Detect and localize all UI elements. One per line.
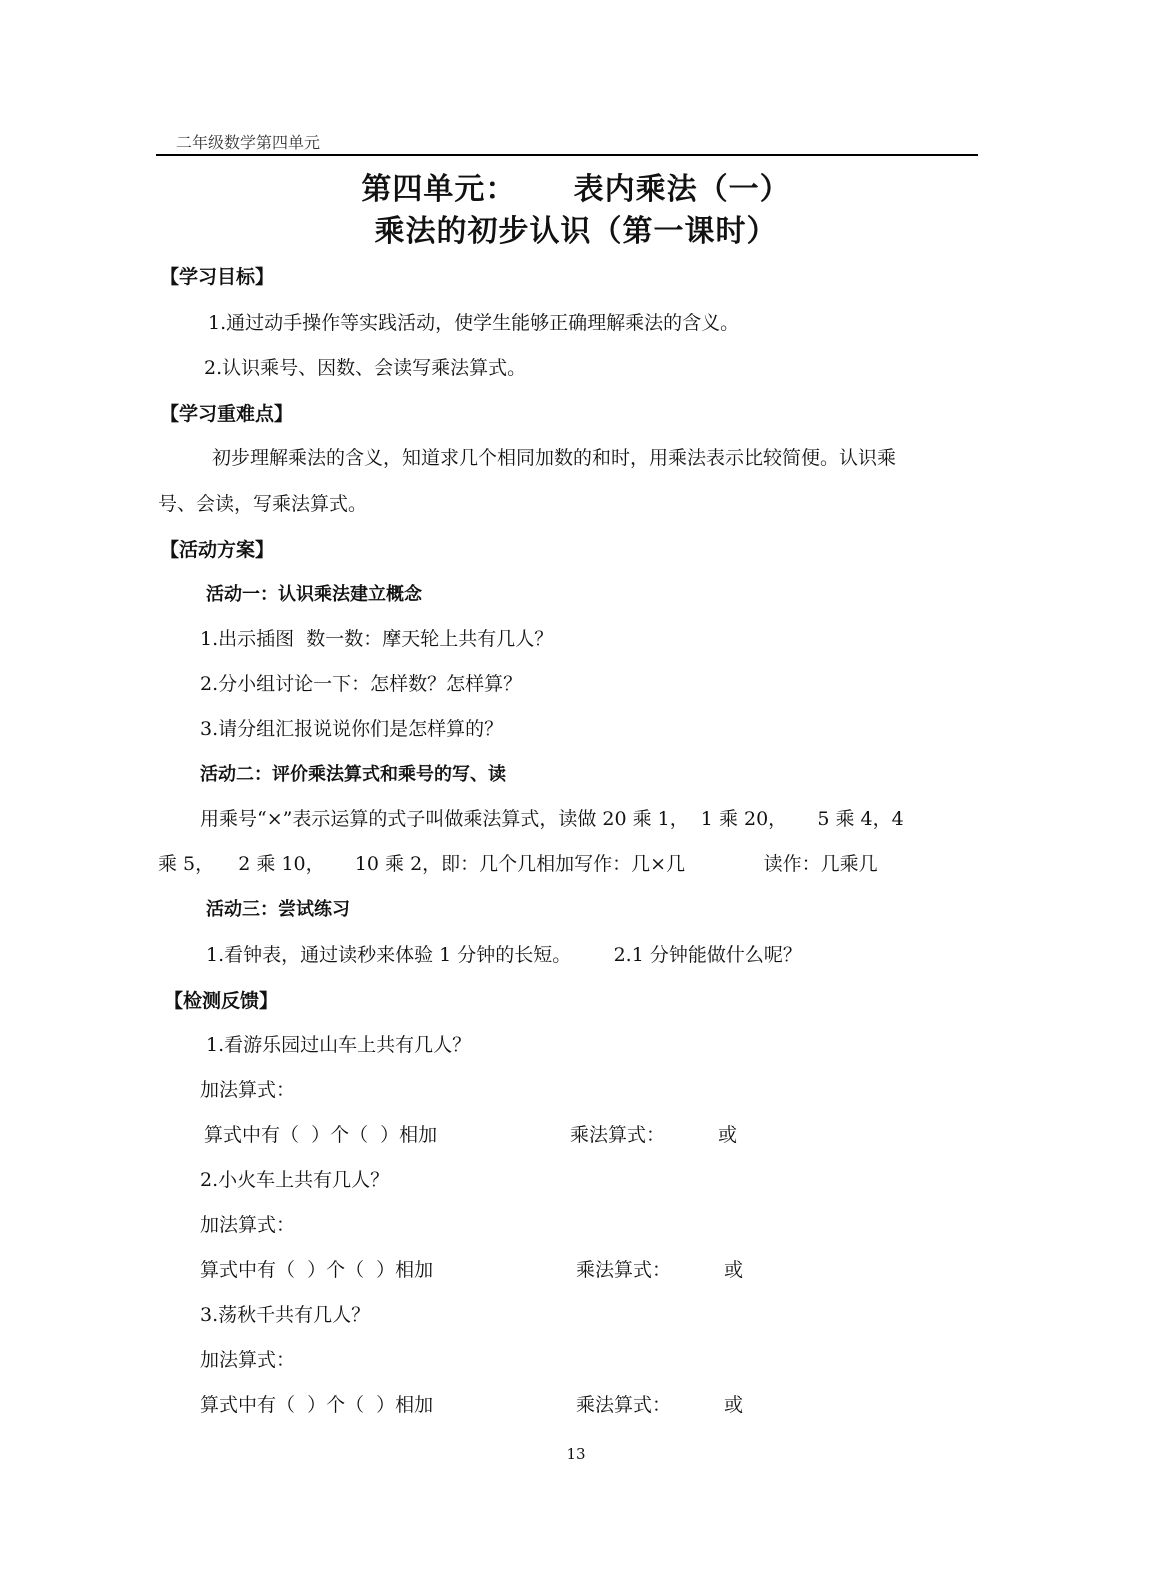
activity-2-line-2: 乘 5， 2 乘 10， 10 乘 2，即：几个几相加写作：几×几 读作：几乘几 [158,853,878,875]
page-number: 13 [566,1445,586,1463]
goal-item-2: 2.认识乘号、因数、会读写乘法算式。 [204,357,527,379]
feedback-q1-add: 加法算式： [200,1079,296,1101]
activities-heading: 【活动方案】 [160,539,275,561]
activity-2-line-1: 用乘号“×”表示运算的式子叫做乘法算式，读做 20 乘 1， 1 乘 20， 5 乘 4，4 [200,808,904,830]
lesson-title: 乘法的初步认识（第一课时） [374,214,778,249]
feedback-q3-or: 或 [724,1394,744,1416]
activity-1-item-2: 2.分小组讨论一下：怎样数？怎样算？ [200,673,523,695]
activity-3-title: 活动三：尝试练习 [206,899,350,920]
feedback-q3-mult: 乘法算式： [576,1394,672,1416]
feedback-q3-fill: 算式中有（ ）个（ ）相加 [200,1394,434,1416]
activity-1-item-3: 3.请分组汇报说说你们是怎样算的？ [200,718,504,740]
feedback-q3-add: 加法算式： [200,1349,296,1371]
key-points-heading: 【学习重难点】 [160,403,294,425]
activity-1-title: 活动一：认识乘法建立概念 [206,584,422,605]
key-points-line-2: 号、会读，写乘法算式。 [158,493,368,515]
feedback-heading: 【检测反馈】 [164,990,279,1012]
key-points-line-1: 初步理解乘法的含义，知道求几个相同加数的和时，用乘法表示比较简便。认识乘 [212,447,897,469]
feedback-q2-fill: 算式中有（ ）个（ ）相加 [200,1259,434,1281]
feedback-q2-question: 2.小火车上共有几人？ [200,1169,390,1191]
feedback-q1-mult: 乘法算式： [570,1124,666,1146]
feedback-q2-mult: 乘法算式： [576,1259,672,1281]
activity-1-item-1: 1.出示插图 数一数：摩天轮上共有几人？ [200,628,554,650]
feedback-q1-or: 或 [718,1124,738,1146]
running-header: 二年级数学第四单元 [176,133,321,152]
feedback-q2-add: 加法算式： [200,1214,296,1236]
feedback-q1-fill: 算式中有（ ）个（ ）相加 [204,1124,438,1146]
header-rule [156,154,978,156]
feedback-q3-question: 3.荡秋千共有几人？ [200,1304,371,1326]
goals-heading: 【学习目标】 [160,266,275,288]
unit-title: 第四单元： 表内乘法（一） [361,172,791,207]
activity-3-line: 1.看钟表，通过读秒来体验 1 分钟的长短。 2.1 分钟能做什么呢？ [206,944,802,966]
feedback-q1-question: 1.看游乐园过山车上共有几人？ [206,1034,472,1056]
activity-2-title: 活动二：评价乘法算式和乘号的写、读 [200,764,506,785]
feedback-q2-or: 或 [724,1259,744,1281]
goal-item-1: 1.通过动手操作等实践活动，使学生能够正确理解乘法的含义。 [208,312,740,334]
